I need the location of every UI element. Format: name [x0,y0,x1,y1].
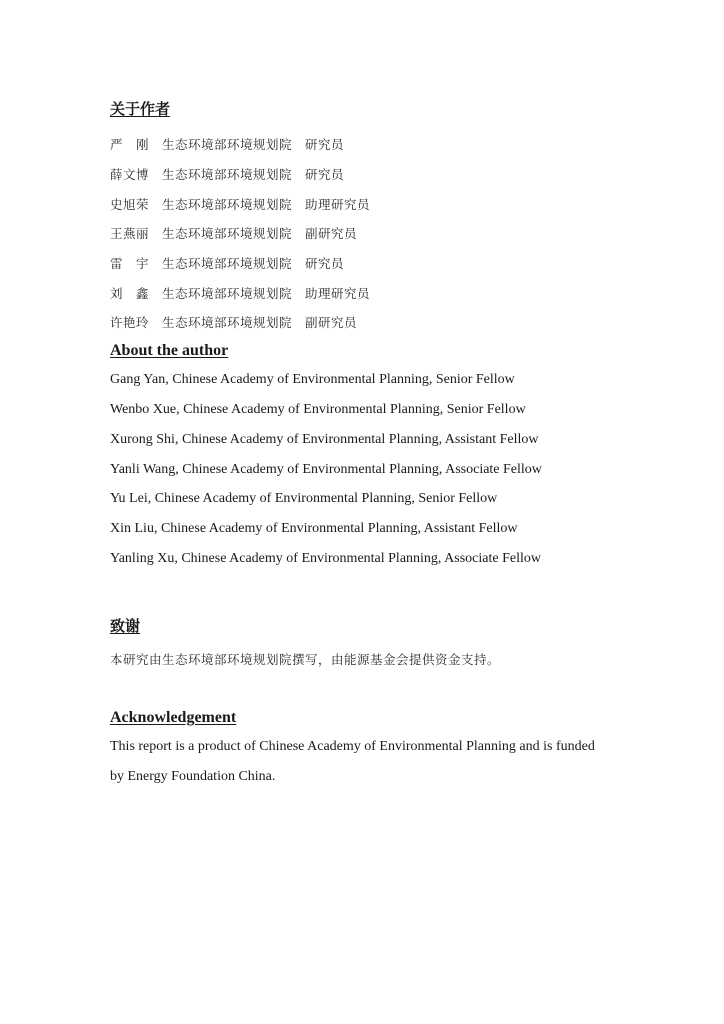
author-en-line: Wenbo Xue, Chinese Academy of Environmental Planning, Senior Fellow [110,402,526,417]
author-en-line: Gang Yan, Chinese Academy of Environmental Planning, Senior Fellow [110,372,515,387]
author-en-line: Yanli Wang, Chinese Academy of Environmental Planning, Associate Fellow [110,462,542,477]
author-zh-line: 薛文博 生态环境部环境规划院 研究员 [110,167,345,182]
about-author-zh-heading: 关于作者 [110,100,171,118]
acknowledgement-zh-heading: 致谢 [110,617,141,635]
acknowledgement-zh-text: 本研究由生态环境部环境规划院撰写，由能源基金会提供资金支持。 [110,652,501,667]
author-zh-line: 许艳玲 生态环境部环境规划院 副研究员 [110,315,358,330]
author-zh-line: 刘 鑫 生态环境部环境规划院 助理研究员 [110,286,371,301]
author-en-line: Yu Lei, Chinese Academy of Environmental Planning, Senior Fellow [110,491,498,506]
acknowledgement-en-text-line: This report is a product of Chinese Academy of Environmental Planning and is funded [110,739,595,754]
acknowledgement-en-heading: Acknowledgement [110,709,237,726]
author-zh-line: 王燕丽 生态环境部环境规划院 副研究员 [110,226,358,241]
about-author-en-heading: About the author [110,342,229,359]
author-en-line: Xurong Shi, Chinese Academy of Environmental Planning, Assistant Fellow [110,432,539,447]
author-zh-line: 史旭荣 生态环境部环境规划院 助理研究员 [110,197,371,212]
author-zh-line: 雷 宇 生态环境部环境规划院 研究员 [110,256,345,271]
author-en-line: Yanling Xu, Chinese Academy of Environmental Planning, Associate Fellow [110,551,541,566]
author-zh-line: 严 刚 生态环境部环境规划院 研究员 [110,137,345,152]
author-en-line: Xin Liu, Chinese Academy of Environmental Planning, Assistant Fellow [110,521,518,536]
acknowledgement-en-text-line: by Energy Foundation China. [110,769,276,784]
